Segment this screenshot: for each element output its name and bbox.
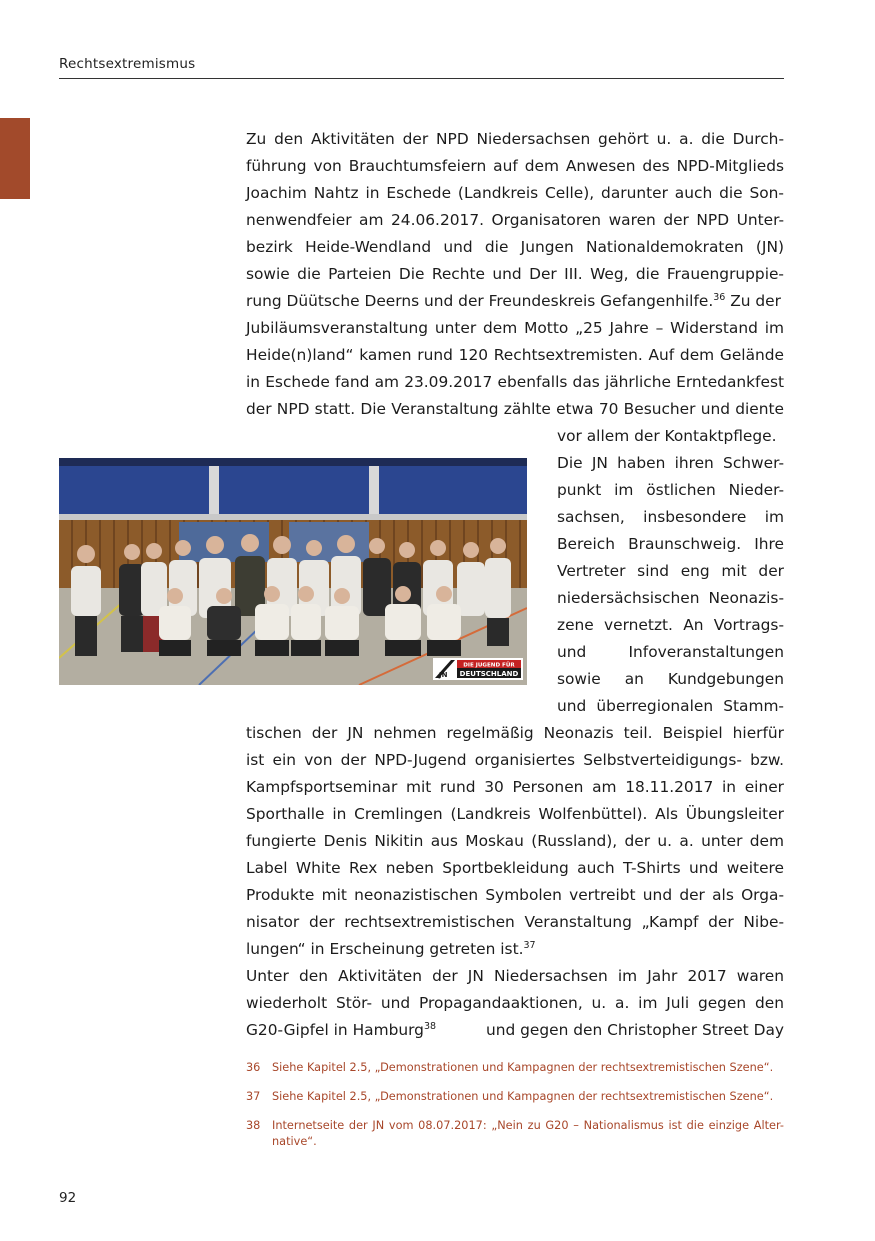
text-line: wiederholt Stör- und Propagandaaktionen, u. a. im Juli gegen den [246,994,784,1012]
footnote-ref-38[interactable]: 38 [423,1021,437,1032]
text-line: Zu den Aktivitäten der NPD Niedersachsen gehört u. a. die Durch- [246,130,784,148]
footnote-number: 38 [246,1119,261,1132]
footnote-text: Siehe Kapitel 2.5, „Demonstrationen und Kampagnen der rechtsextremistischen Szene“. [272,1061,774,1074]
text-line: bezirk Heide-Wendland und die Jungen Nationaldemokraten (JN) [246,238,784,256]
logo-mark: JN [439,671,448,679]
text-line: Unter den Aktivitäten der JN Niedersachsen im Jahr 2017 waren [246,967,784,985]
text-line: nenwendfeier am 24.06.2017. Organisatoren waren der NPD Unter- [246,211,784,229]
footnote-ref-37[interactable]: 37 [523,940,536,951]
text-line: niedersächsischen Neonazis- [557,589,784,607]
text-line: Jubiläumsveranstaltung unter dem Motto „25 Jahre – Widerstand im [246,319,784,337]
text-segment: lungen“ in Erscheinung getreten ist. [246,940,524,958]
text-line [246,288,784,315]
text-segment: Zu der [725,292,781,310]
text-line: punkt im östlichen Nieder- [557,481,784,499]
text-line [246,1017,784,1044]
text-line: sowie die Parteien Die Rechte und Der III. Weg, die Frauengruppie- [246,265,784,283]
text-segment: rung Düütsche Deerns und der Freundeskreis Gefangenhilfe. [246,292,714,310]
footnote-number: 37 [246,1090,261,1103]
footnote-text: Internetseite der JN vom 08.07.2017: „Nein zu G20 – Nationalismus ist die einzige Alter-native“. [272,1119,784,1148]
text-line: und Infoveranstaltungen [557,643,784,661]
text-line: Sporthalle in Cremlingen (Landkreis Wolfenbüttel). Als Übungsleiter [246,805,784,823]
text-line: Vertreter sind eng mit der [557,562,784,580]
text-line: zene vernetzt. An Vortrags- [557,616,784,634]
text-line: in Eschede fand am 23.09.2017 ebenfalls das jährliche Erntedankfest [246,373,784,391]
group-photo [59,458,527,685]
text-line: tischen der JN nehmen regelmäßig Neonazis teil. Beispiel hierfür [246,724,784,742]
text-line: führung von Brauchtumsfeiern auf dem Anwesen des NPD-Mitglieds [246,157,784,175]
text-segment: und gegen den Christopher Street Day [485,1021,784,1039]
footnote-ref-36[interactable]: 36 [713,292,726,303]
text-line: fungierte Denis Nikitin aus Moskau (Russland), der u. a. unter dem [246,832,784,850]
jn-logo [433,658,523,680]
footnote-37 [246,1089,784,1105]
text-line [246,936,784,963]
text-line: nisator der rechtsextremistischen Veranstaltung „Kampf der Nibe- [246,913,784,931]
text-line: vor allem der Kontaktpflege. [557,427,777,445]
text-line: Produkte mit neonazistischen Symbolen vertreibt und der als Orga- [246,886,784,904]
text-line: Label White Rex neben Sportbekleidung auch T-Shirts und weitere [246,859,784,877]
footnote-number: 36 [246,1061,261,1074]
page-number: 92 [59,1190,77,1206]
text-line: Heide(n)land“ kamen rund 120 Rechtsextremisten. Auf dem Gelände [246,346,784,364]
text-line: Die JN haben ihren Schwer- [557,454,784,472]
text-line: Joachim Nahtz in Eschede (Landkreis Celle), darunter auch die Son- [246,184,784,202]
footnote-38 [246,1118,784,1150]
header-rule [59,78,784,79]
footnote-text: Siehe Kapitel 2.5, „Demonstrationen und Kampagnen der rechtsextremistischen Szene“. [272,1090,774,1103]
text-line: Kampfsportseminar mit rund 30 Personen am 18.11.2017 in einer [246,778,784,796]
text-segment: G20-Gipfel in Hamburg$^{38}$ [246,1021,437,1039]
footnote-36 [246,1060,784,1076]
text-line: sachsen, insbesondere im [557,508,784,526]
text-line: Bereich Braunschweig. Ihre [557,535,784,553]
logo-line-1: DIE JUGEND FÜR [463,662,515,669]
running-head: Rechtsextremismus [59,56,196,72]
text-line: der NPD statt. Die Veranstaltung zählte etwa 70 Besucher und diente [246,400,784,418]
chapter-tab [0,118,30,199]
logo-line-2: DEUTSCHLAND [459,670,519,678]
text-line: und überregionalen Stamm- [557,697,784,715]
text-line: ist ein von der NPD-Jugend organisiertes Selbstverteidigungs- bzw. [246,751,784,769]
text-line: sowie an Kundgebungen [557,670,784,688]
